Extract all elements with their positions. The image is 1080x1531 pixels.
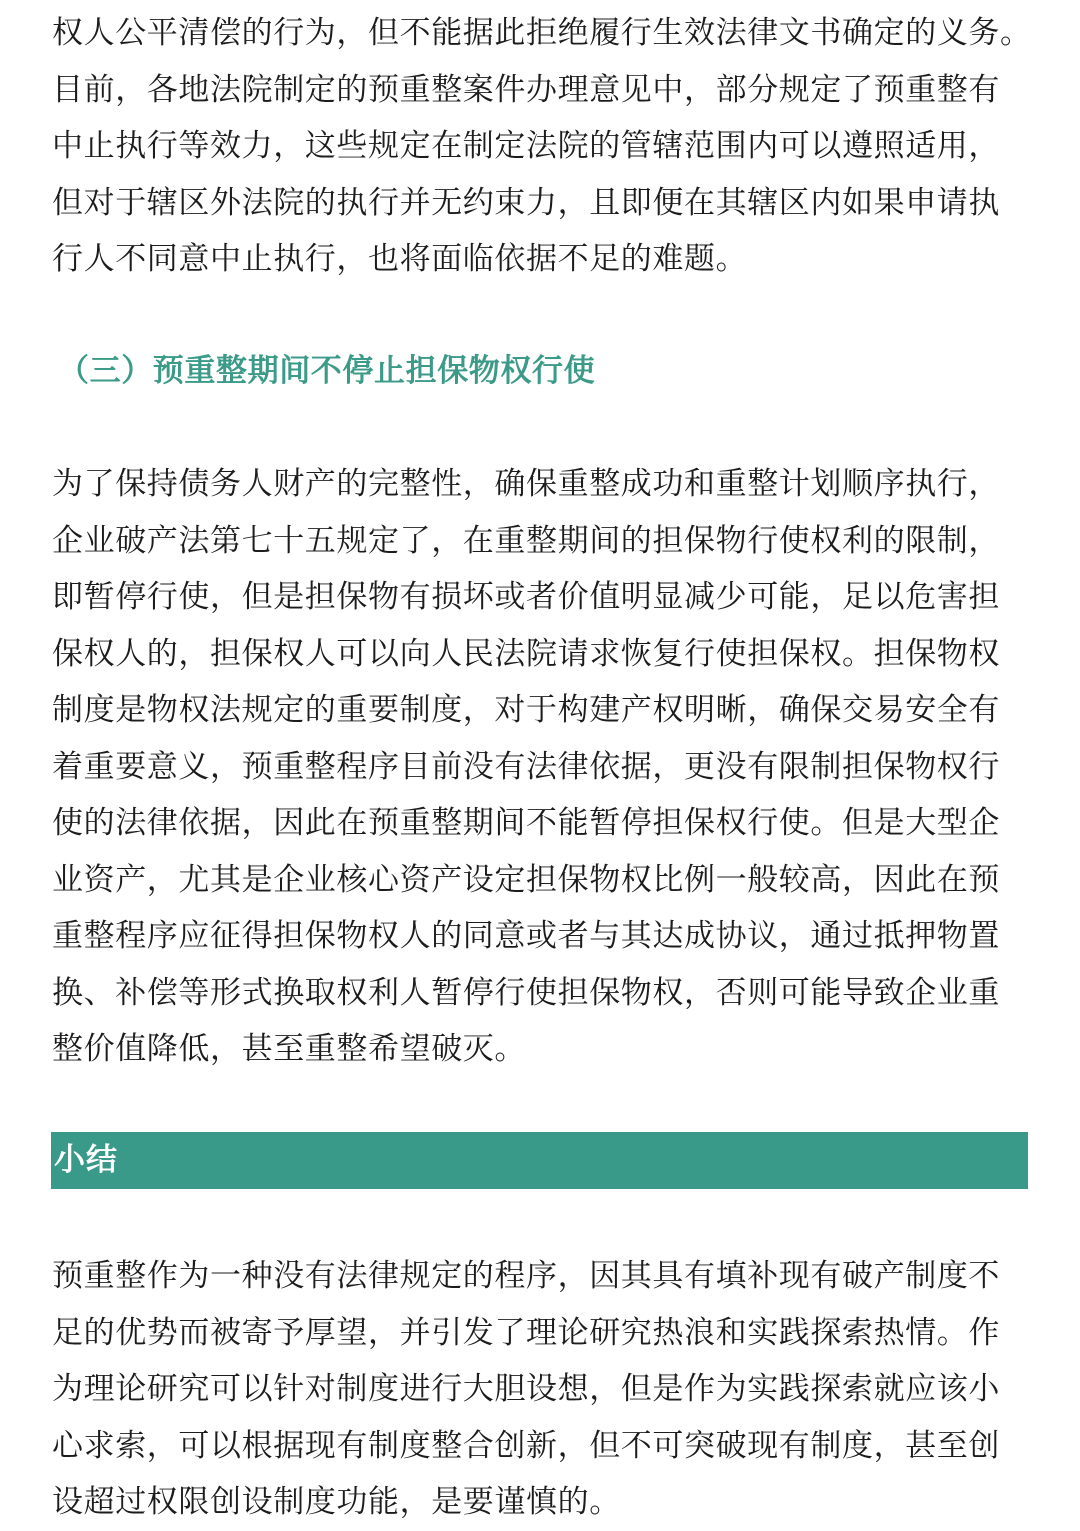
paragraph-line: 企业破产法第七十五规定了，在重整期间的担保物行使权利的限制， <box>52 522 1000 559</box>
paragraph-line: 为了保持债务人财产的完整性，确保重整成功和重整计划顺序执行， <box>52 466 1000 502</box>
paragraph-line: 整价值降低，甚至重整希望破灭。 <box>52 1031 526 1067</box>
paragraph-line: 使的法律依据，因此在预重整期间不能暂停担保权行使。但是大型企 <box>52 805 1000 841</box>
paragraph-line: 着重要意义，预重整程序目前没有法律依据，更没有限制担保物权行 <box>52 748 1000 785</box>
summary-banner <box>51 1132 1028 1189</box>
paragraph-line: 为理论研究可以针对制度进行大胆设想，但是作为实践探索就应该小 <box>52 1371 1000 1407</box>
summary-title: 小结 <box>54 1142 118 1178</box>
paragraph-security-rights <box>52 456 1042 1078</box>
paragraph-summary <box>52 1248 1042 1531</box>
section-heading: （三）预重整期间不停止担保物权行使 <box>58 353 596 389</box>
paragraph-line: 业资产，尤其是企业核心资产设定担保物权比例一般较高，因此在预 <box>52 861 1000 898</box>
paragraph-line: 目前，各地法院制定的预重整案件办理意见中，部分规定了预重整有 <box>52 71 1000 108</box>
paragraph-line: 预重整作为一种没有法律规定的程序，因其具有填补现有破产制度不 <box>52 1258 1000 1294</box>
paragraph-line: 行人不同意中止执行，也将面临依据不足的难题。 <box>52 241 748 277</box>
paragraph-line: 中止执行等效力，这些规定在制定法院的管辖范围内可以遵照适用， <box>52 128 1000 164</box>
paragraph-line: 但对于辖区外法院的执行并无约束力，且即便在其辖区内如果申请执 <box>52 184 1000 221</box>
paragraph-line: 重整程序应征得担保物权人的同意或者与其达成协议，通过抵押物置 <box>52 918 1000 954</box>
paragraph-line: 即暂停行使，但是担保物有损坏或者价值明显减少可能，足以危害担 <box>52 579 1000 615</box>
paragraph-line: 制度是物权法规定的重要制度，对于构建产权明晰，确保交易安全有 <box>52 692 1000 728</box>
paragraph-enforcement <box>52 5 1042 288</box>
paragraph-line: 权人公平清偿的行为，但不能据此拒绝履行生效法律文书确定的义务。 <box>52 15 1032 51</box>
paragraph-line: 设超过权限创设制度功能，是要谨慎的。 <box>52 1484 621 1520</box>
paragraph-line: 足的优势而被寄予厚望，并引发了理论研究热浪和实践探索热情。作 <box>52 1314 1000 1351</box>
paragraph-line: 保权人的，担保权人可以向人民法院请求恢复行使担保权。担保物权 <box>52 635 1000 672</box>
paragraph-line: 换、补偿等形式换取权利人暂停行使担保物权，否则可能导致企业重 <box>52 974 1000 1011</box>
paragraph-line: 心求索，可以根据现有制度整合创新，但不可突破现有制度，甚至创 <box>52 1427 1000 1464</box>
